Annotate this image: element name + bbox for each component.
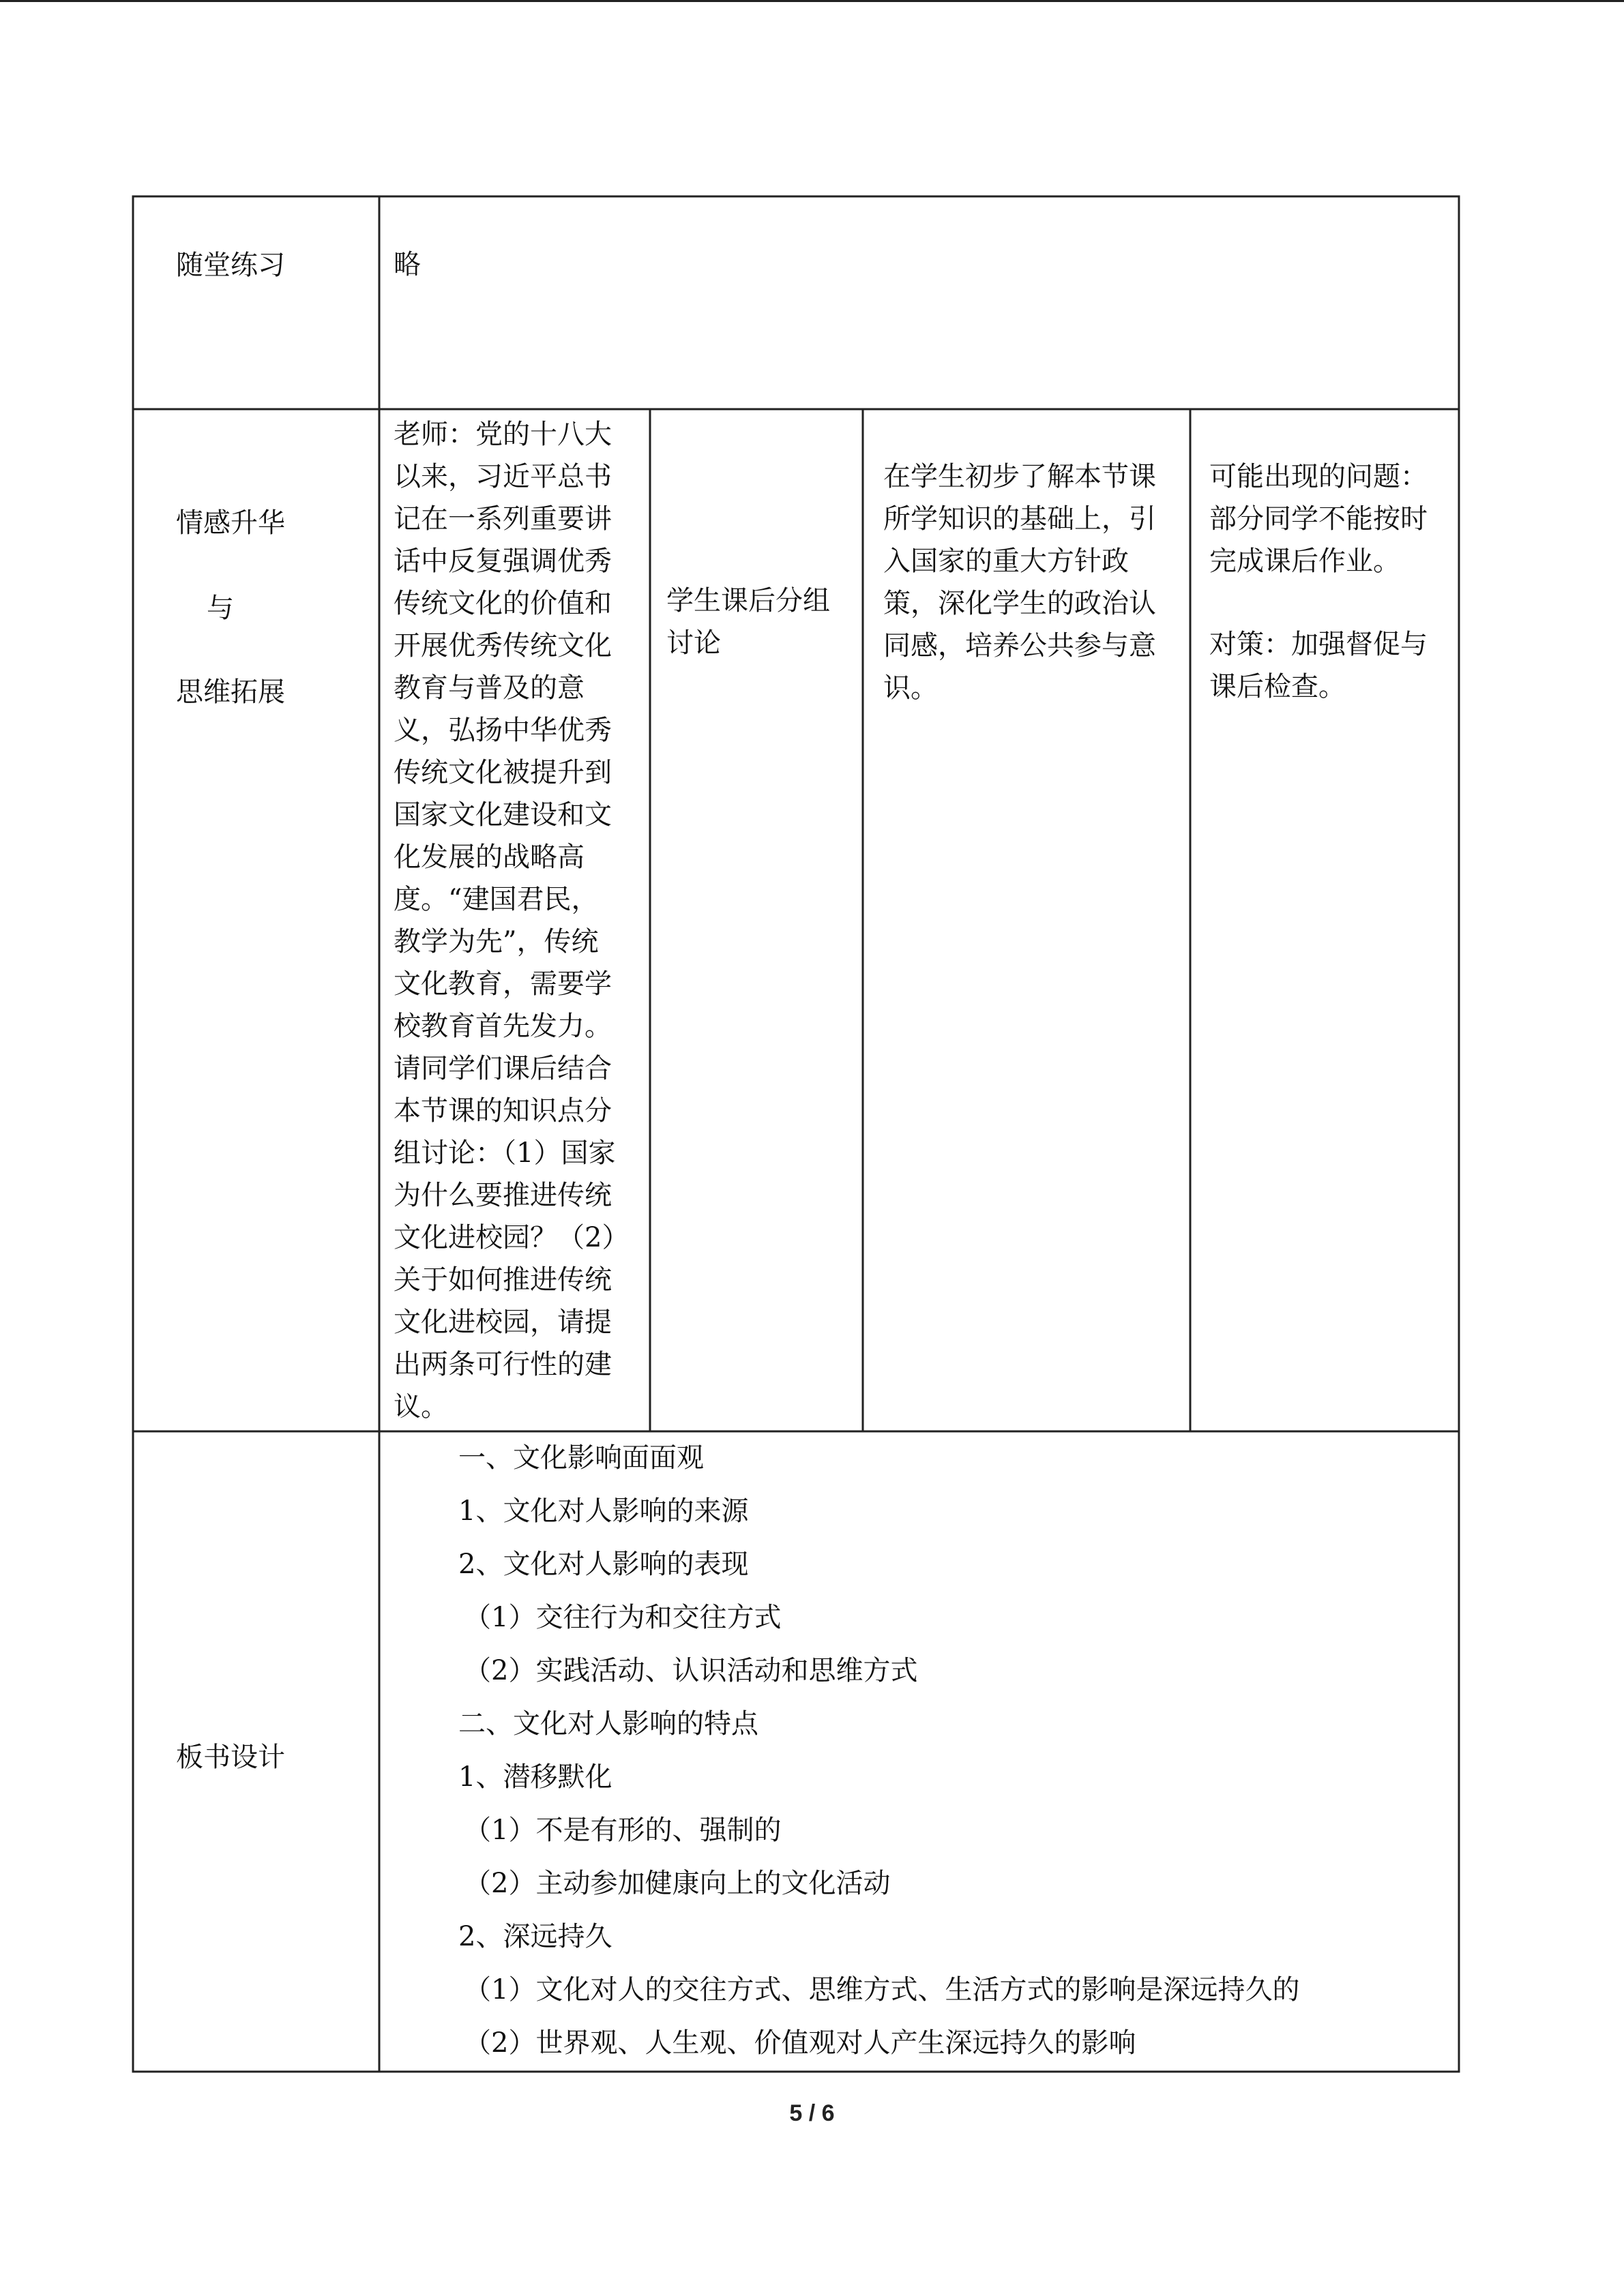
board-label: 板书设计 [176, 1742, 285, 1773]
countermeasure-text: 对策：加强督促与课后检查。 [1209, 629, 1428, 702]
practice-label: 随堂练习 [176, 250, 285, 281]
board-line: （2）实践活动、认识活动和思维方式 [464, 1655, 918, 1686]
board-line: 2、文化对人影响的表现 [458, 1549, 749, 1580]
emotion-label-line-3: 思维拓展 [176, 676, 285, 708]
teacher-discussion-text: 老师：党的十八大以来，习近平总书记在一系列重要讲话中反复强调优秀传统文化的价值和开展优秀传统文化教育与普及的意义，弘扬中华优秀传统文化被提升到国家文化建设和文化发展的战略高度。“建国君民，教学为先”，传统文化教育，需要学校教育首先发力。请同学们课后结合本节课的知识点分组讨论：（1）国家为什么要推进传统文化进校园？（2）关于如何推进传统文化进校园，请提出两条可行性的建议。 [394, 419, 616, 1422]
board-design-list [0, 1431, 1624, 2070]
student-activity-text: 学生课后分组讨论 [666, 585, 830, 659]
possible-problems-text: 可能出现的问题：部分同学不能按时完成课后作业。 [1209, 461, 1428, 577]
board-line: 1、文化对人影响的来源 [458, 1495, 749, 1527]
board-line: （2）世界观、人生观、价值观对人产生深远持久的影响 [464, 2027, 1136, 2059]
practice-content: 略 [394, 249, 421, 280]
board-line: （1）不是有形的、强制的 [464, 1815, 782, 1846]
board-line: 二、文化对人影响的特点 [458, 1708, 758, 1740]
page-number: 5 / 6 [789, 2100, 835, 2126]
design-intent-text: 在学生初步了解本节课所学知识的基础上，引入国家的重大方针政策，深化学生的政治认同感，培养公共参与意识。 [883, 461, 1156, 704]
emotion-label-line-2: 与 [207, 593, 234, 624]
emotion-label-line-1: 情感升华 [176, 507, 285, 539]
board-line: 2、深远持久 [458, 1921, 612, 1952]
board-line: （1）文化对人的交往方式、思维方式、生活方式的影响是深远持久的 [464, 1974, 1300, 2006]
board-line: （1）交往行为和交往方式 [464, 1602, 782, 1633]
board-line: （2）主动参加健康向上的文化活动 [464, 1868, 891, 1899]
board-line: 1、潜移默化 [458, 1761, 612, 1793]
board-line: 一、文化影响面面观 [458, 1442, 704, 1474]
